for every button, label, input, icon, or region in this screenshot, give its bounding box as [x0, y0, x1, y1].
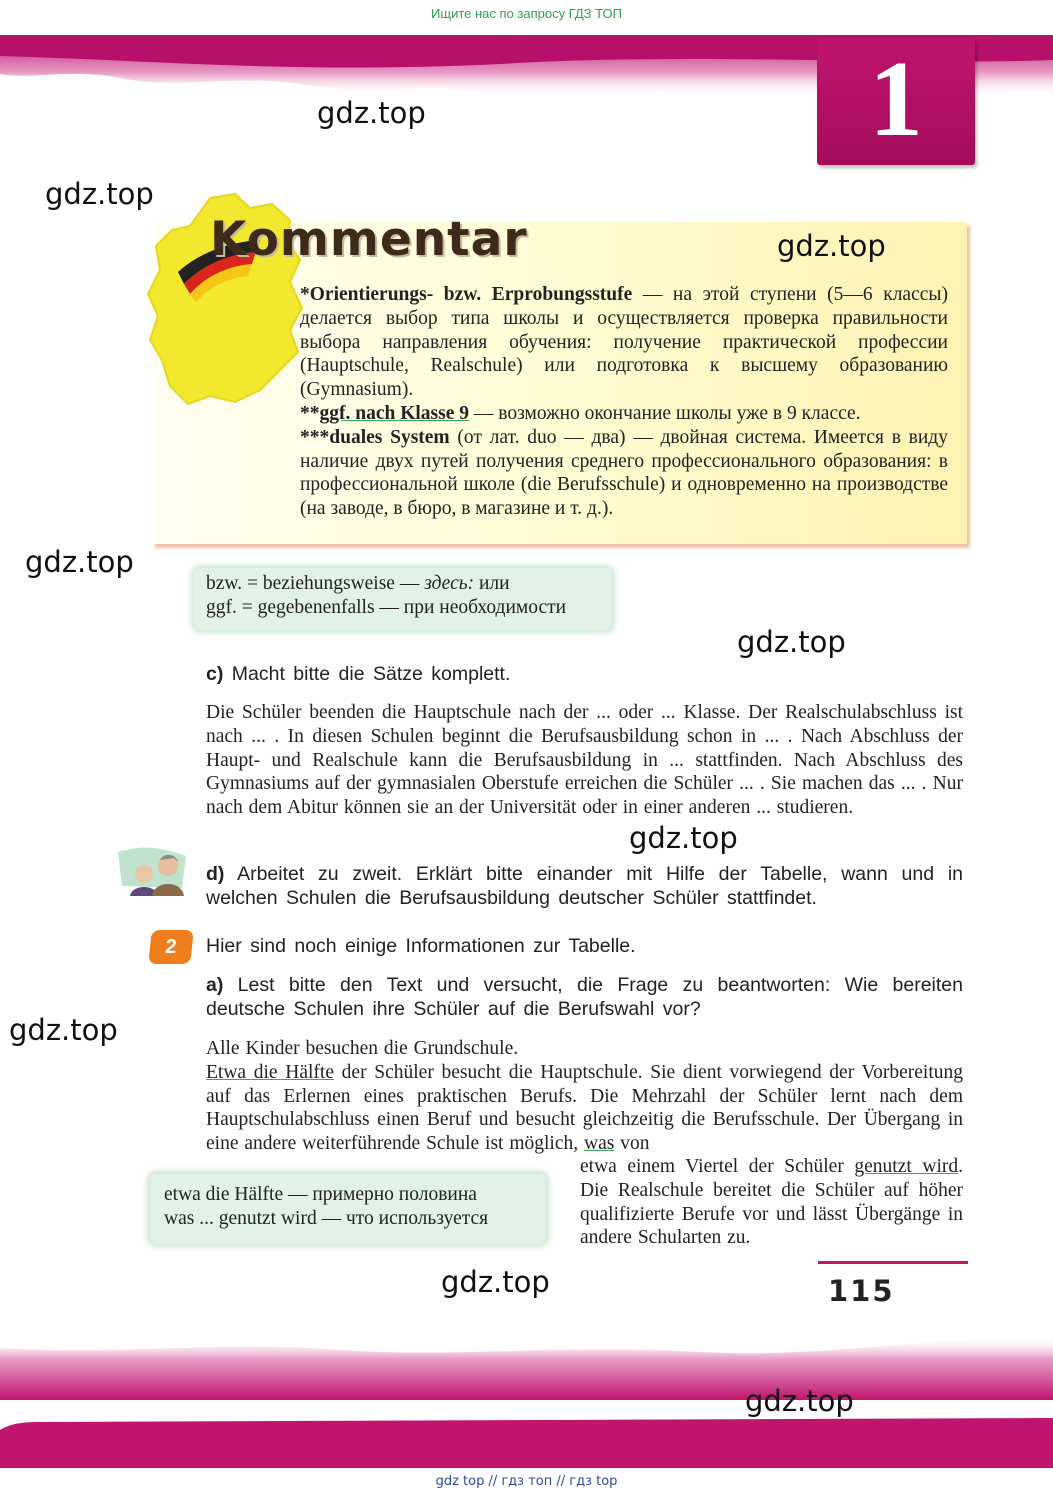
- kommentar-def-3: (от лат. duo — два) — двойная система. Имеется в виду наличие двух путей получения среднего профессионального образования: в профессиональной школе (die Berufsschule) и одновременно на производстве (на заводе, в бюро, в магазине и т. д.).: [300, 426, 948, 520]
- watermark: gdz.top: [737, 625, 846, 659]
- kommentar-def-2: — возможно окончание школы уже в 9 классе.: [469, 402, 861, 424]
- task-c-instruction: [206, 662, 966, 686]
- word-von: von: [614, 1133, 650, 1155]
- vocab-note-2-line-2: was ... genutzt wird — что используется: [164, 1208, 489, 1229]
- task-c-paragraph: Die Schüler beenden die Hauptschule nach der ... oder ... Klasse. Der Realschulabschluss ist nach ... . In diesen Schulen beginnt die Berufsausbildung schon in ... . Nach Abschluss der Haupt- und Realschule kann die Berufsausbildung in ... stattfinden. Nach Abschluss des Gymnasiums auf der gymnasialen Oberstufe erreichen die Schüler ... . Sie machen das ... . Nur nach dem Abitur können sie an der Universität oder in einer anderen ... studieren.: [206, 702, 963, 819]
- task-2-title: Hier sind noch einige Informationen zur Tabelle.: [206, 935, 636, 957]
- paragraph-realschule-text: . Die Realschule bereitet die Schüler auf höher qualifizierte Berufe vor und lässt Übergänge in andere Schularten zu.: [580, 1156, 963, 1249]
- kommentar-text: [300, 283, 948, 521]
- paragraph-line-grundschule: Alle Kinder besuchen die Grundschule.: [206, 1038, 519, 1059]
- page-number: 115: [828, 1274, 895, 1308]
- kommentar-term-2: ggf. nach Klasse 9: [319, 402, 470, 424]
- kommentar-stars-2: **: [300, 402, 320, 424]
- paragraph-hauptschule-text: der Schüler besucht die Hauptschule. Sie dient vorwiegend der Vorbereitung auf das Erlernen eines praktischen Berufs. Die Mehrzahl der Schüler lernt nach dem Hauptschulabschluss einen Beruf und besucht gleichzeitig die Berufsschule. Der Übergang in eine andere weiterführende Schule ist möglich,: [206, 1061, 963, 1155]
- task-d-label: d): [206, 863, 225, 885]
- task-d-text: Arbeitet zu zweit. Erklärt bitte einander mit Hilfe der Tabelle, wann und in welchen Schulen die Berufsausbildung deutscher Schüler stattfindet.: [206, 863, 963, 909]
- vocab-note-2-line-1: etwa die Hälfte — примерно половина: [164, 1184, 477, 1205]
- page-number-rule: [818, 1261, 968, 1264]
- watermark: gdz.top: [45, 177, 154, 211]
- task-2a-label: a): [206, 974, 224, 996]
- task-c-text: Macht bitte die Sätze komplett.: [223, 663, 511, 685]
- kommentar-item-2: [300, 402, 948, 426]
- phrase-genutzt-wird: genutzt wird: [854, 1156, 959, 1177]
- vocab-note-1-line-1: [206, 572, 612, 596]
- kommentar-term-3: ***duales System: [300, 426, 450, 448]
- kommentar-def-1: — на этой ступени (5—6 классы) делается выбор типа школы и осуществляется проверка правильности выбора направления обучения: получение практической профессии (Hauptschule, Realschule) или подготовка к высшему образованию (Gymnasium).: [300, 284, 948, 401]
- watermark: gdz.top: [777, 229, 886, 263]
- chapter-number: 1: [869, 40, 923, 159]
- task-d-instruction: [206, 862, 963, 910]
- watermark: gdz.top: [25, 545, 134, 579]
- watermark: gdz.top: [317, 96, 426, 130]
- watermark: gdz.top: [9, 1013, 118, 1047]
- task-2a-text: Lest bitte den Text und versucht, die Frage zu beantworten: Wie bereiten deutsche Schulen ihre Schüler auf die Berufswahl vor?: [206, 974, 963, 1020]
- note-term: bzw. = beziehungsweise —: [206, 573, 425, 594]
- footer-links[interactable]: gdz top // гдз топ // гдз top: [435, 1474, 618, 1489]
- note-translation: или: [474, 573, 510, 594]
- task-2a-paragraph-continued: [580, 1155, 963, 1250]
- watermark: gdz.top: [441, 1265, 550, 1299]
- watermark: gdz.top: [629, 821, 738, 855]
- task-2a-paragraph: [206, 1037, 963, 1156]
- search-hint: Ищите нас по запросу ГДЗ ТОП: [431, 6, 622, 21]
- task-2-badge: 2: [148, 930, 194, 964]
- kommentar-term-1: *Orientierungs- bzw. Erprobungsstufe: [300, 284, 633, 305]
- chapter-number-box: [817, 38, 975, 165]
- kommentar-item-1: [300, 283, 948, 402]
- vocab-note-2: [150, 1174, 546, 1244]
- word-was: was: [584, 1133, 615, 1155]
- bottom-brush-band: [0, 1300, 1053, 1475]
- task-2a-instruction: [206, 973, 963, 1021]
- paragraph-hauptschule: [206, 1061, 963, 1156]
- watermark: gdz.top: [745, 1384, 854, 1418]
- kommentar-item-3: [300, 426, 948, 521]
- vocab-note-1-line-2: ggf. = gegebenenfalls — при необходимости: [206, 597, 567, 618]
- kommentar-title: Kommentar: [210, 212, 528, 267]
- task-c-label: c): [206, 663, 224, 685]
- note-italic: здесь:: [424, 573, 475, 594]
- pair-work-icon: [114, 842, 194, 898]
- paragraph-viertel-text: etwa einem Viertel der Schüler: [580, 1156, 855, 1177]
- phrase-etwa-die-haelfte: Etwa die Hälfte: [206, 1061, 334, 1083]
- vocab-note-1: [194, 568, 612, 630]
